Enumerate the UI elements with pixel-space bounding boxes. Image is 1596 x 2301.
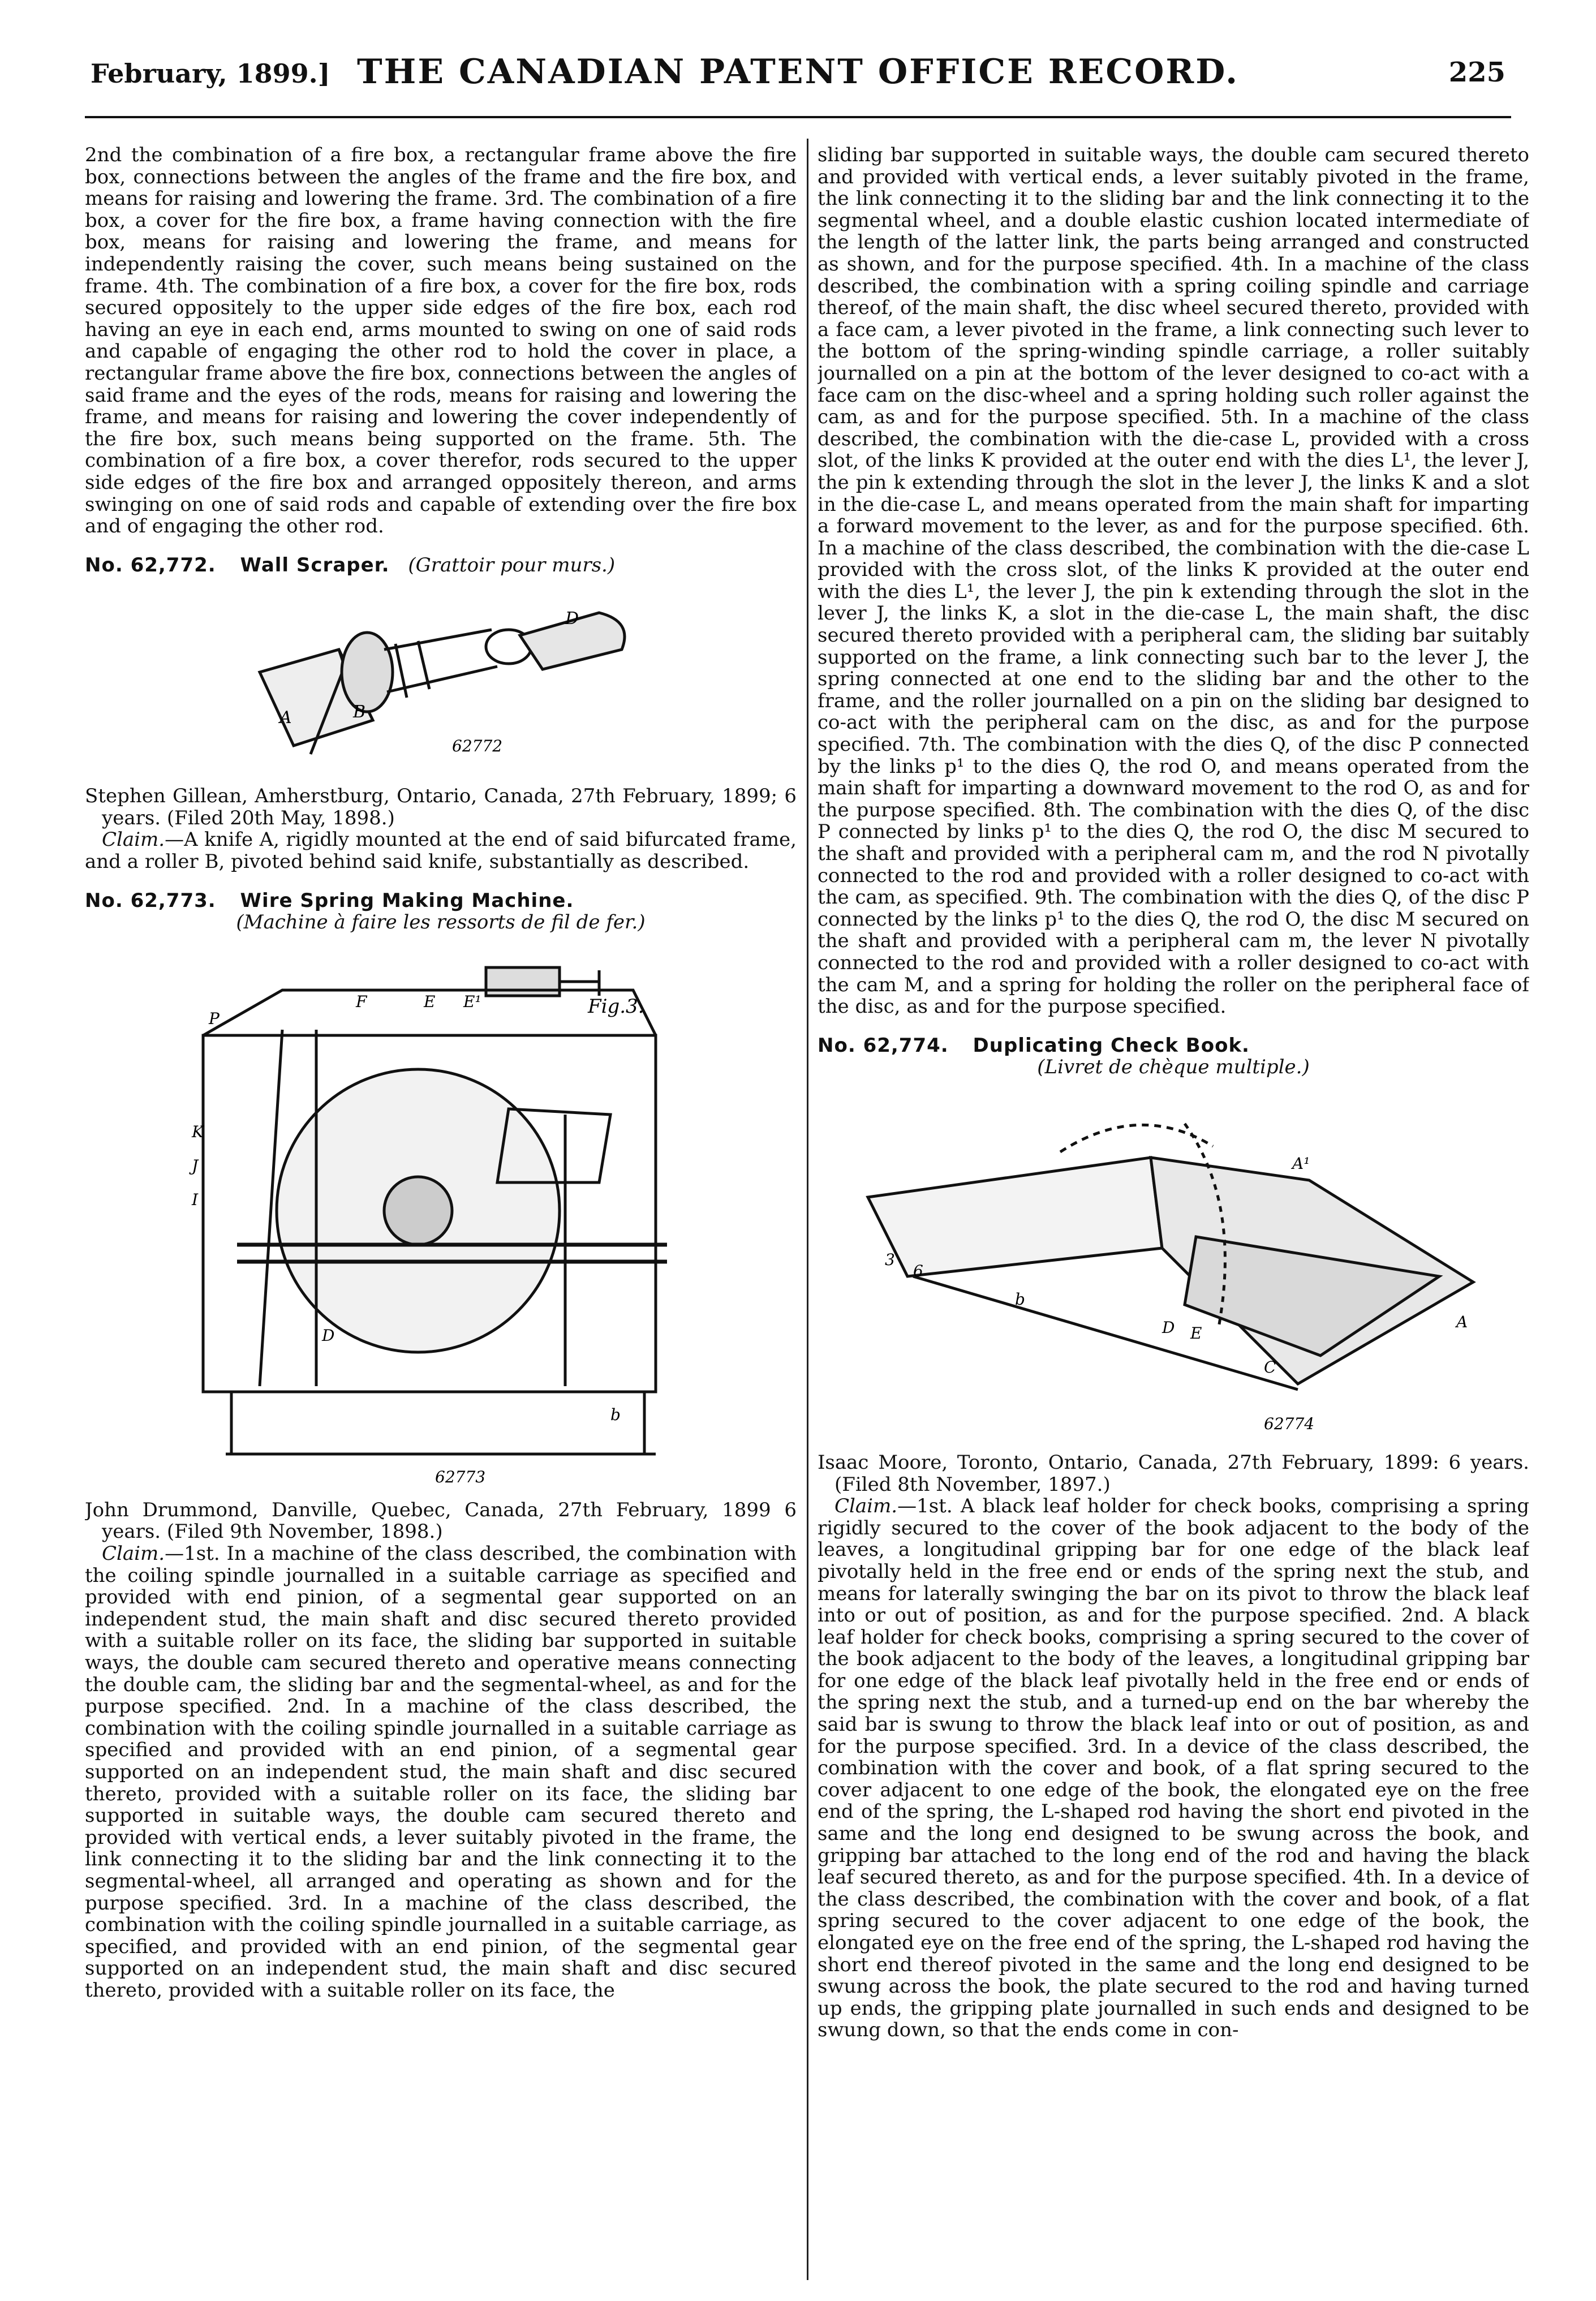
claim-paragraph bbox=[818, 1495, 1529, 2041]
inventor-info: Isaac Moore, Toronto, Ontario, Canada, 27th February, 1899: 6 years. (Filed 8th November, 1897.) bbox=[818, 1451, 1529, 1496]
claim-text: —1st. In a machine of the class described, the combination with the coiling spindle journalled in a suitable carriage as specified and provided with end pinion, of a segmental gear supported on an independent stud, the main shaft and disc secured thereto provided with a suitable roller on its face, the sliding bar supported in suitable ways, the double cam secured thereto and operative means connecting the double cam, the sliding bar and the segmental-wheel, as and for the purpose specified. 2nd. In a machine of the class described, the combination with the coiling spindle journalled in a suitable carriage as specified and provided with an end pinion, of a segmental gear supported on an independent stud, the main shaft and disc secured thereto, provided with a suitable roller on its face, the sliding bar supported in suitable ways, the double cam secured thereto and provided with vertical ends, a lever suitably pivoted in the frame, the link connecting it to the sliding bar and the link connecting it to the segmental-wheel, all arranged and operating as shown and for the purpose specified. 3rd. In a machine of the class described, the combination with the coiling spindle journalled in a suitable carriage, as specified, and provided with an end pinion, of the segmental gear supported on an independent stud, the main shaft and disc secured thereto, provided with a suitable roller on its face, the bbox=[85, 1542, 797, 2002]
inventor-info: Stephen Gillean, Amherstburg, Ontario, Canada, 27th February, 1899; 6 years. (Filed 20th May, 1898.) bbox=[85, 785, 797, 829]
patent-title: Duplicating Check Book. bbox=[973, 1034, 1250, 1057]
patent-number: No. 62,773. bbox=[85, 889, 216, 912]
figure-label: E bbox=[424, 992, 436, 1011]
figure-label: J bbox=[192, 1156, 199, 1175]
patent-heading-62773 bbox=[85, 890, 797, 912]
figure-label: D bbox=[565, 609, 579, 629]
column-divider bbox=[807, 139, 808, 2280]
publication-title: THE CANADIAN PATENT OFFICE RECORD. bbox=[357, 52, 1239, 92]
wall-scraper-figure bbox=[226, 587, 656, 774]
patent-number: No. 62,772. bbox=[85, 553, 216, 577]
figure-caption: 62774 bbox=[1264, 1414, 1315, 1433]
claim-text: —1st. A black leaf holder for check books, comprising a spring rigidly secured to the cover of the book adjacent to the body of the leaves, a longitudinal gripping bar for one edge of the black leaf pivotally held in the free end or ends of the spring next the stub, and means for laterally swinging the bar on its pivot to throw the black leaf into or out of position, as and for the purpose specified. 2nd. A black leaf holder for check books, comprising a spring secured to the cover of the book adjacent to the body of the leaves, a longitudinal gripping bar for one edge of the black leaf pivotally held in the free end or ends of the spring next the stub, and a turned-up end on the bar whereby the said bar is swung to throw the black leaf into or out of position, as and for the purpose specified. 3rd. In a device of the class described, the combination with the cover and book, of a flat spring secured to the cover adjacent to one edge of the book, the elongated eye on the free end of the spring, the L-shaped rod having the short end pivoted in the same and the long end designed to be swung across the book, and gripping bar attached to the long end of the rod and having the black leaf secured thereto, as and for the purpose specified. 4th. In a device of the class described, the combination with the cover and book, of a flat spring secured to the cover adjacent to one edge of the book, the elongated eye on the free end of the spring, the L-shaped rod having the short end thereof pivoted in the same and the long end designed to be swung across the book, the plate secured to the rod and having turned up ends, the gripping plate journalled in such ends and designed to be swung down, so that the ends come in con- bbox=[818, 1495, 1529, 2042]
figure-label: Fig.3. bbox=[588, 995, 644, 1018]
left-column bbox=[85, 144, 797, 2289]
figure-label: D bbox=[322, 1326, 335, 1345]
patent-heading-62772 bbox=[85, 554, 797, 577]
patent-title: Wire Spring Making Machine. bbox=[240, 889, 574, 912]
claim-paragraph bbox=[85, 829, 797, 872]
patent-french-title: (Grattoir pour murs.) bbox=[408, 553, 616, 577]
figure-label: P bbox=[209, 1009, 220, 1028]
figure-label: A bbox=[1456, 1312, 1468, 1331]
patent-title: Wall Scraper. bbox=[240, 553, 390, 577]
patent-heading-62774 bbox=[818, 1035, 1529, 1057]
claim-label: Claim. bbox=[102, 1542, 165, 1565]
continued-claim-text: sliding bar supported in suitable ways, the double cam secured thereto and provided with vertical ends, a lever suitably pivoted in the frame, the link connecting it to the sliding bar and the link connecting it to the segmental wheel, and a double elastic cushion located intermediate of the length of the latter link, the parts being arranged and constructed as shown, and for the purpose specified. 4th. In a machine of the class described, the combination with a spring coiling spindle and carriage thereof, of the main shaft, the disc wheel secured thereto, provided with a face cam, a lever pivoted in the frame, a link connecting such lever to the bottom of the spring-winding spindle carriage, a roller suitably journalled on a pin at the bottom of the lever designed to co-act with a face cam on the disc-wheel and a spring holding such roller against the cam, as and for the purpose specified. 5th. In a machine of the class described, the combination with the die-case L, provided with a cross slot, of the links K provided at the outer end with the dies L¹, the lever J, the pin k extending through the slot in the lever J, the links K and a slot in the die-case L, and means operated from the main shaft for imparting a forward movement to the lever, as and for the purpose specified. 6th. In a machine of the class described, the combination with the die-case L provided with the cross slot, of the links K provided at the outer end with the dies L¹, the lever J, the pin k extending through the slot in the lever J, the links K, a slot in the die-case L, the main shaft, the disc secured thereto provided with a peripheral cam, the sliding bar suitably supported on the frame, a link connecting such bar to the lever J, the spring connected at one end to the sliding bar and the other to the frame, and the roller journalled on a pin on the sliding bar designed to co-act with the peripheral cam on the disc, as and for the purpose specified. 7th. The combination with the dies Q, of the disc P connected by the links p¹ to the dies Q, the rod O, and means operated from the main shaft for imparting a downward movement to the rod O, as and for the purpose specified. 8th. The combination with the dies Q, of the disc P connected by links p¹ to the dies Q, the rod O, the disc M secured to the shaft and provided with a peripheral cam m, and the rod N pivotally connected to the rod and provided with a roller designed to co-act with the cam, as specified. 9th. The combination with the dies Q, of the disc P connected by the links p¹ to the dies Q, the rod O, the disc M secured on the shaft and provided with a peripheral cam m, the lever N pivotally connected to the rod and provided with a roller designed to co-act with the cam M, and a spring for holding the roller on the peripheral face of the disc, as and for the purpose specified. bbox=[818, 144, 1529, 1018]
spring-machine-figure bbox=[169, 945, 712, 1488]
continued-claim-text: 2nd the combination of a fire box, a rectangular frame above the fire box, connections between the angles of the frame and the fire box, and means for raising and lowering the frame. 3rd. The combination of a fire box, a cover for the fire box, a frame having connection with the fire box, means for raising and lowering the frame, and means for independently raising the cover, such means being sustained on the frame. 4th. The combination of a fire box, a cover for the fire box, rods secured oppositely to the upper side edges of the fire box, each rod having an eye in each end, arms mounted to swing on one of said rods and capable of engaging the other rod to hold the cover in place, a rectangular frame above the fire box, connections between the angles of said frame and the eyes of the rods, means for raising and lowering the frame, and means for raising and lowering the cover independently of the fire box, such means being supported on the frame. 5th. The combination of a fire box, a cover therefor, rods secured to the upper side edges of the fire box and arranged oppositely thereon, and arms swinging on one of said rods and capable of extending over the fire box and of engaging the other rod. bbox=[85, 144, 797, 538]
figure-label: b bbox=[1015, 1289, 1025, 1309]
figure-caption: 62773 bbox=[435, 1467, 486, 1486]
figure-label: B bbox=[353, 702, 366, 722]
figure-label: 6 bbox=[913, 1261, 923, 1280]
figure-label: K bbox=[192, 1122, 204, 1141]
figure-label: 3 bbox=[885, 1250, 895, 1269]
figure-label: E¹ bbox=[463, 992, 481, 1011]
check-book-figure bbox=[845, 1090, 1502, 1440]
figure-label: A bbox=[279, 708, 292, 728]
figure-label: E bbox=[1190, 1323, 1202, 1343]
patent-french-title: (Livret de chèque multiple.) bbox=[1037, 1056, 1310, 1079]
page-header bbox=[0, 0, 1596, 141]
patent-french-title: (Machine à faire les ressorts de fil de fer.) bbox=[236, 911, 646, 934]
figure-label: C bbox=[1264, 1357, 1276, 1377]
patent-number: No. 62,774. bbox=[818, 1034, 949, 1057]
page-number: 225 bbox=[1448, 57, 1505, 88]
figure-label: A¹ bbox=[1292, 1154, 1310, 1173]
figure-label: D bbox=[1162, 1318, 1175, 1337]
inventor-info: John Drummond, Danville, Quebec, Canada, 27th February, 1899 6 years. (Filed 9th November, 1898.) bbox=[85, 1498, 797, 1543]
claim-label: Claim. bbox=[102, 828, 165, 851]
figure-label: F bbox=[356, 992, 367, 1011]
figure-caption: 62772 bbox=[452, 737, 503, 756]
claim-paragraph bbox=[85, 1543, 797, 2001]
issue-date: February, 1899.] bbox=[91, 58, 330, 89]
header-rule bbox=[85, 116, 1511, 118]
figure-label: I bbox=[192, 1190, 199, 1209]
claim-text: —A knife A, rigidly mounted at the end of said bifurcated frame, and a roller B, pivoted behind said knife, substantially as described. bbox=[85, 828, 797, 874]
claim-label: Claim. bbox=[834, 1495, 898, 1518]
figure-label: b bbox=[610, 1405, 621, 1424]
right-column bbox=[818, 144, 1529, 2289]
